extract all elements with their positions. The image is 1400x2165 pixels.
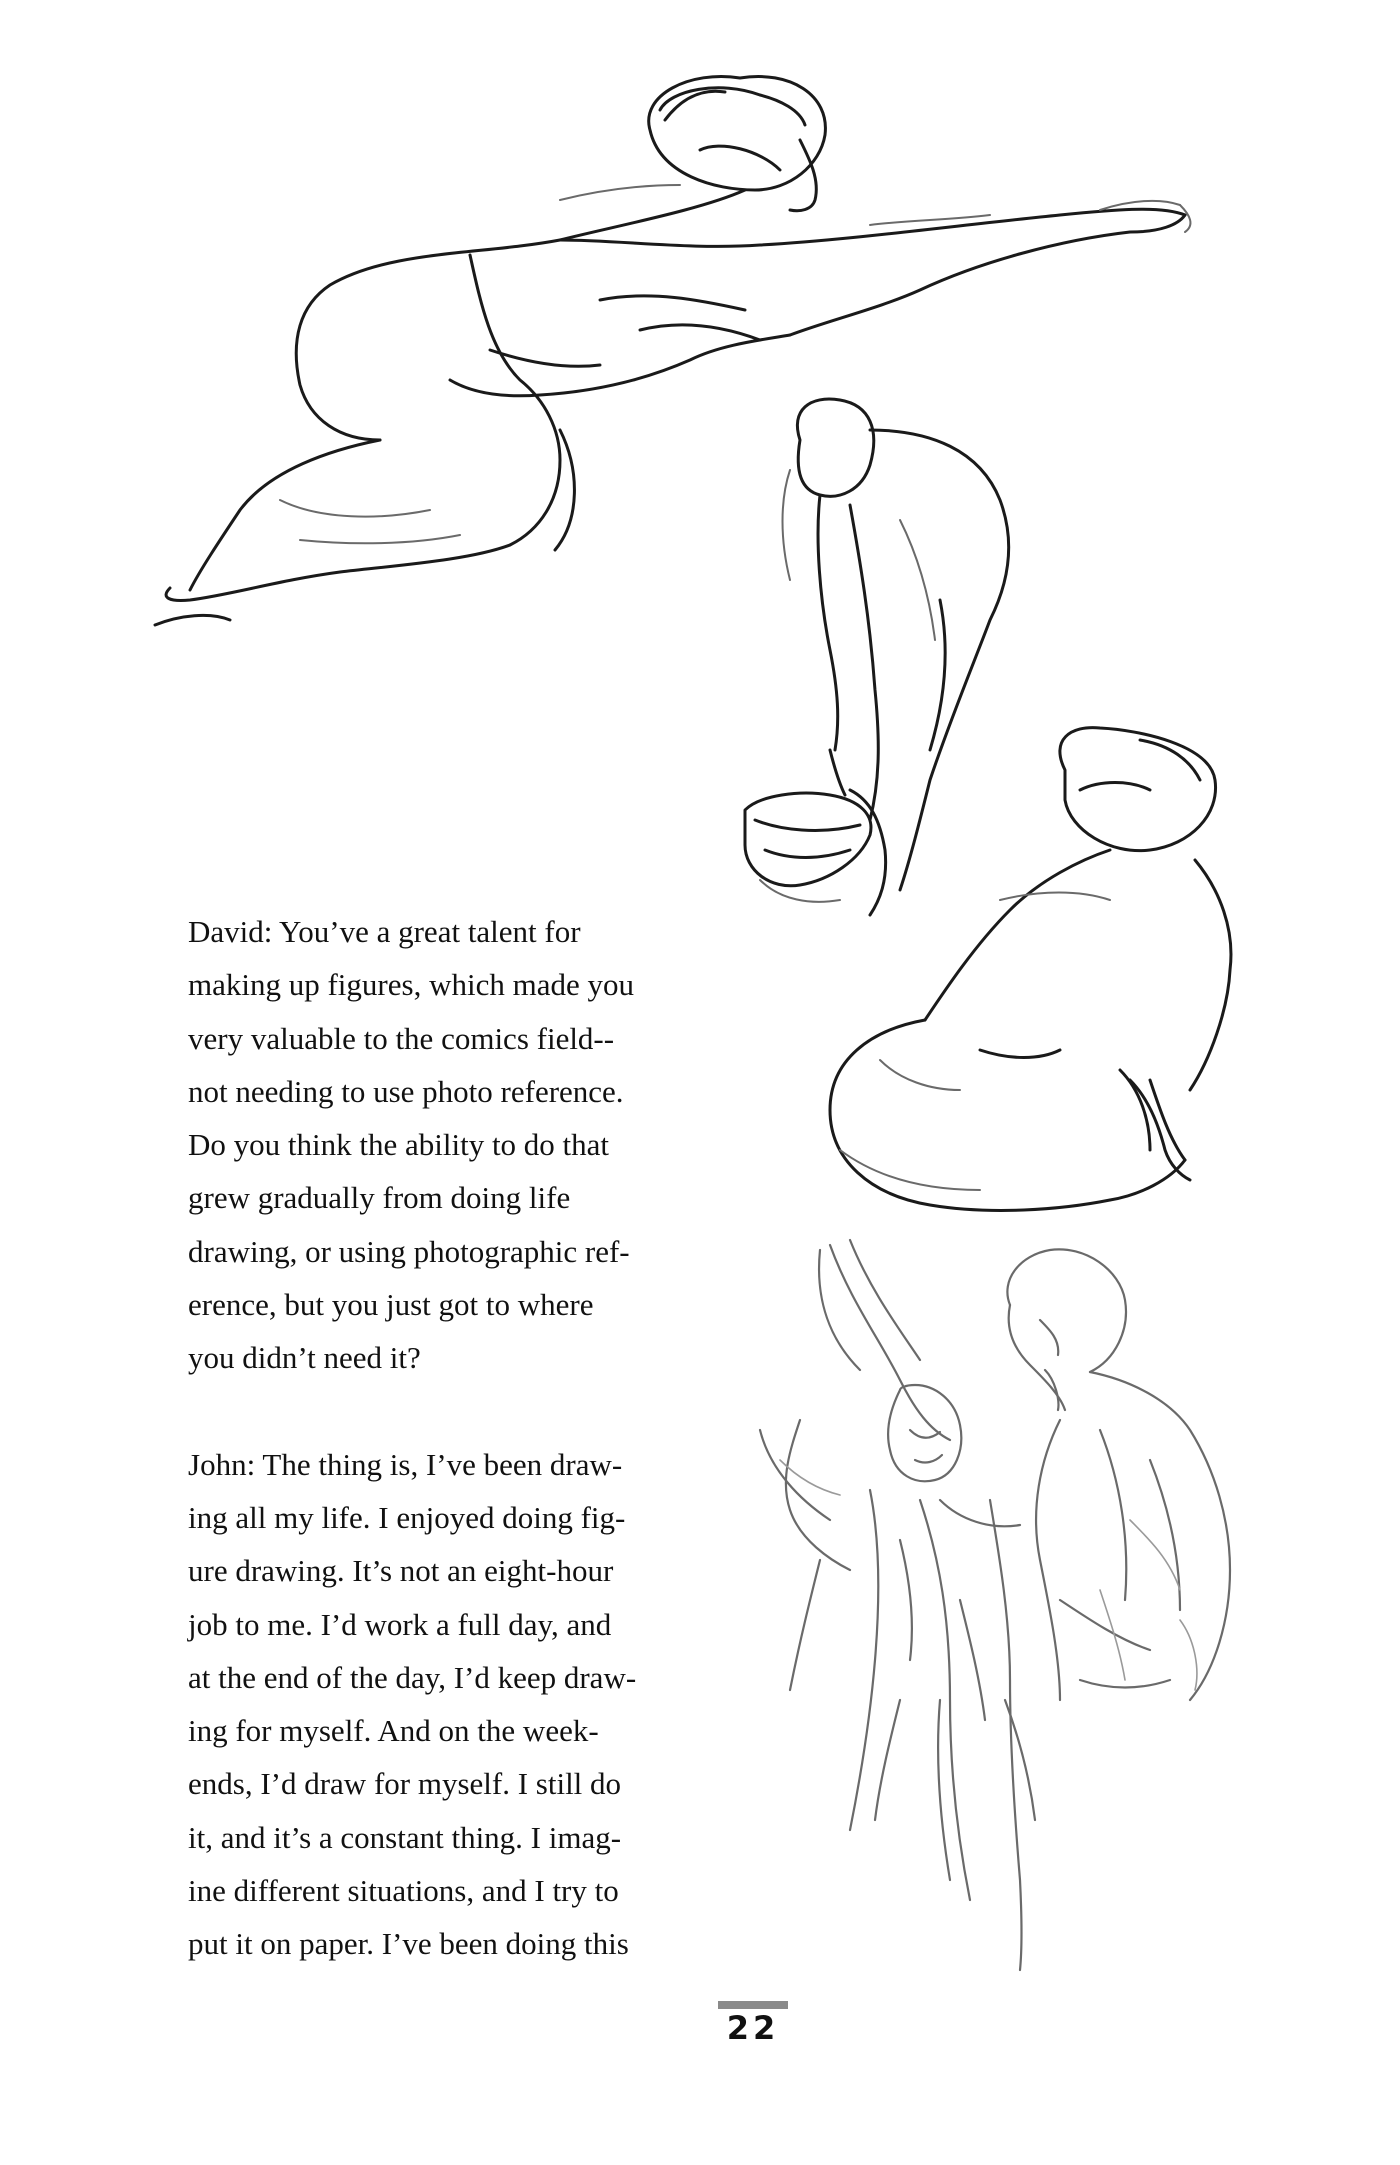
text-line: you didn’t need it?	[188, 1340, 421, 1376]
line-text: You’ve a great talent for	[278, 914, 581, 949]
john-answer	[188, 1438, 708, 1971]
text-line: put it on paper. I’ve been doing this	[188, 1926, 629, 1962]
page-number-rule	[718, 2001, 788, 2009]
text-line: ure drawing. It’s not an eight-hour	[188, 1553, 614, 1589]
text-line: John: The thing is, I’ve been draw-	[188, 1446, 623, 1482]
text-line: grew gradually from doing life	[188, 1180, 571, 1216]
david-question	[188, 905, 708, 1385]
text-line: at the end of the day, I’d keep draw-	[188, 1659, 637, 1695]
text-line: David: You’ve a great talent for	[188, 914, 581, 949]
speaker-name: John	[188, 1446, 247, 1482]
speaker-name: David	[188, 914, 264, 949]
text-line: not needing to use photo reference.	[188, 1073, 624, 1109]
text-line: erence, but you just got to where	[188, 1287, 594, 1323]
text-line: job to me. I’d work a full day, and	[188, 1606, 612, 1642]
two-figures-pencil-sketch	[760, 1240, 1230, 1970]
page-number	[718, 2001, 788, 2045]
text-line: making up figures, which made you	[188, 967, 634, 1003]
reclining-figure-sketch	[155, 77, 1190, 625]
text-line: Do you think the ability to do that	[188, 1127, 610, 1163]
bending-figure-with-basket-sketch	[745, 399, 1009, 915]
text-line: ing for myself. And on the week-	[188, 1713, 599, 1749]
text-line: ends, I’d draw for myself. I still do	[188, 1766, 622, 1802]
text-line: it, and it’s a constant thing. I imag-	[188, 1819, 622, 1855]
line-text: The thing is, I’ve been draw-	[262, 1446, 623, 1482]
crouching-figure-sketch	[830, 728, 1231, 1211]
text-line: ing all my life. I enjoyed doing fig-	[188, 1499, 626, 1535]
text-line: drawing, or using photographic ref-	[188, 1233, 630, 1269]
page-number-text: 22	[726, 2009, 780, 2047]
text-line: very valuable to the comics field--	[188, 1020, 615, 1056]
text-line: ine different situations, and I try to	[188, 1873, 619, 1909]
interview-text	[188, 905, 708, 1971]
